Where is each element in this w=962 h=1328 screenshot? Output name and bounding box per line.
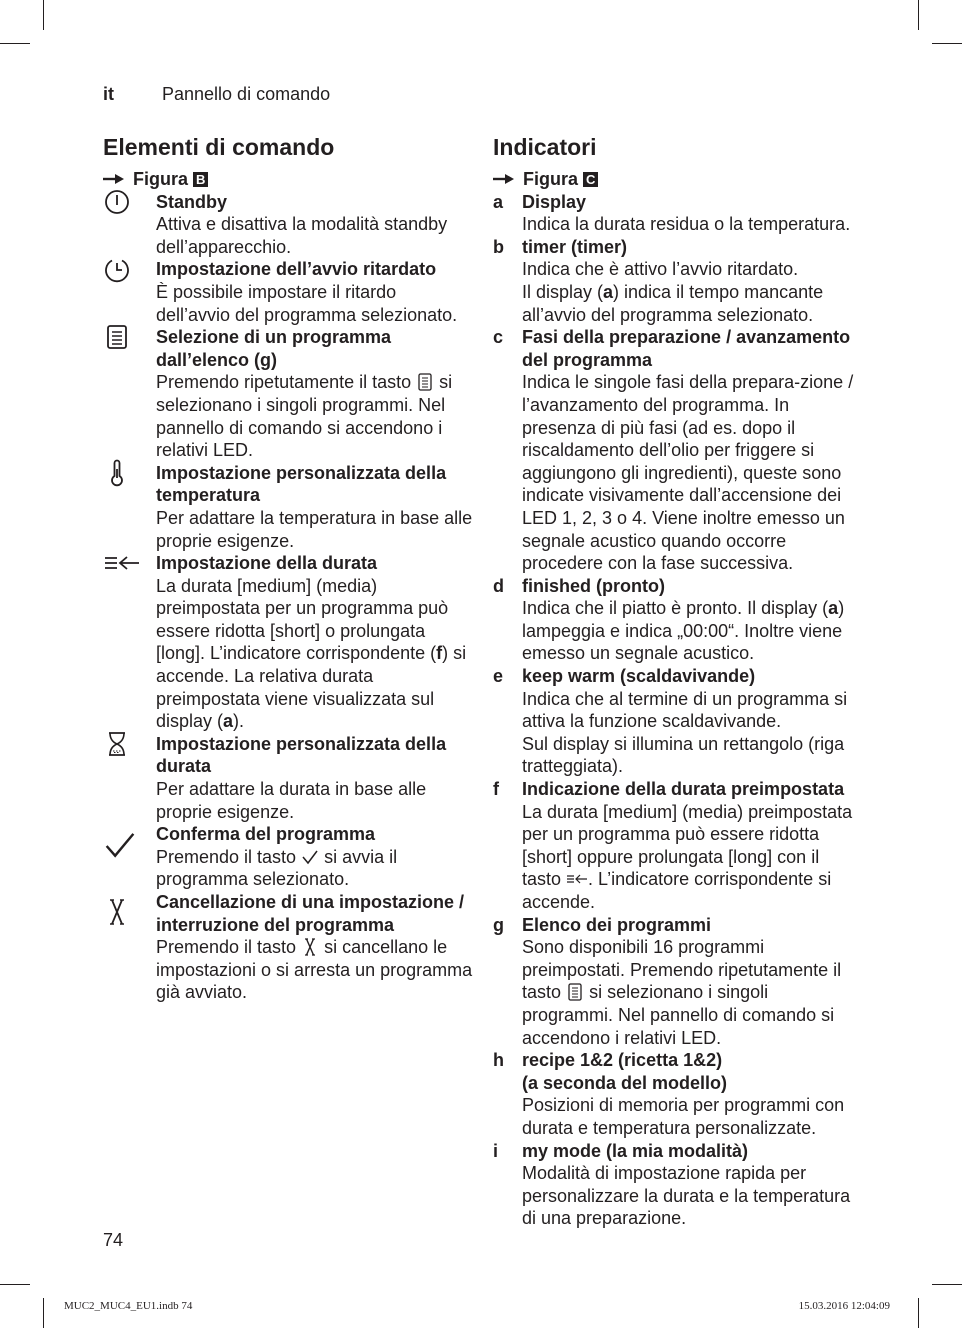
- item-description: Sul display si illumina un rettangolo (riga tratteggiata).: [522, 733, 845, 777]
- item-title: recipe 1&2 (ricetta 1&2): [522, 1050, 723, 1071]
- item-title: Indicazione della durata preimpostata: [522, 779, 845, 800]
- cancel-icon: [301, 938, 319, 956]
- item-description: Premendo il tasto si cancellano le impostazioni o si arresta un programma già avviato.: [156, 937, 473, 1003]
- page-number: 74: [103, 1230, 124, 1250]
- control-item-temperature: [103, 462, 473, 552]
- hourglass-icon: [103, 730, 131, 758]
- item-letter: e: [493, 666, 504, 687]
- indicator-item-d: [493, 575, 863, 665]
- item-letter: i: [493, 1140, 499, 1161]
- crop-mark: [43, 0, 44, 30]
- crop-mark: [918, 0, 919, 30]
- indicator-item-f: [493, 778, 863, 914]
- crop-mark: [0, 43, 30, 44]
- duration-icon: [566, 870, 588, 888]
- crop-mark: [918, 1298, 919, 1328]
- item-title: Impostazione personalizzata della temperatura: [156, 462, 447, 506]
- indicator-item-e: [493, 665, 863, 778]
- item-title: Cancellazione di una impostazione / interruzione del programma: [156, 892, 465, 935]
- header-title: Pannello di comando: [162, 84, 331, 104]
- item-description: Posizioni di memoria per programmi con durata e temperatura personalizzate.: [522, 1095, 845, 1138]
- figure-reference: [103, 168, 473, 191]
- crop-mark: [43, 1298, 44, 1328]
- item-description: La durata [medium] (media) preimpostata per un programma può essere ridotta [short] oppure prolungata [long] con il tasto . L’indicatore corrispondente si accende.: [522, 801, 853, 912]
- header-language: it: [103, 84, 114, 104]
- crop-mark: [932, 43, 962, 44]
- item-letter: f: [493, 779, 499, 800]
- item-title: Display: [522, 191, 587, 212]
- item-letter: c: [493, 327, 504, 348]
- item-title: Standby: [156, 191, 228, 212]
- item-description: Indica che è attivo l’avvio ritardato.: [522, 259, 799, 280]
- item-title: Impostazione dell’avvio ritardato: [156, 259, 437, 280]
- item-description: Indica che al termine di un programma si attiva la funzione scaldavivande.: [522, 688, 848, 732]
- item-description: Premendo ripetutamente il tasto si selezionano i singoli programmi. Nel pannello di comando si accendono i relativi LED.: [156, 372, 453, 461]
- item-letter: a: [493, 191, 504, 212]
- control-item-standby: [103, 191, 473, 259]
- item-title: Impostazione personalizzata della durata: [156, 733, 447, 777]
- figure-label: Figura: [523, 169, 579, 189]
- item-letter: b: [493, 236, 504, 257]
- item-description: Modalità di impostazione rapida per personalizzare la durata e la temperatura di una preparazione.: [522, 1163, 851, 1229]
- item-title-note: (a seconda del modello): [522, 1072, 728, 1093]
- control-item-program-select: [103, 326, 473, 462]
- item-description: La durata [medium] (media) preimpostata per un programma può essere ridotta [short] o prolungata [long]. L’indicatore corrispondente (f) si accende. La relativa durata preimpostata viene visualizzata sul display (a).: [156, 575, 467, 732]
- program-list-icon: [566, 983, 584, 1001]
- item-title: Fasi della preparazione / avanzamento del programma: [522, 327, 851, 370]
- item-title: my mode (la mia modalità): [522, 1140, 749, 1161]
- indicator-item-i: [493, 1140, 863, 1230]
- control-item-custom-duration: [103, 733, 473, 823]
- figure-badge: B: [193, 172, 208, 187]
- indicator-item-h: [493, 1049, 863, 1139]
- item-title: finished (pronto): [522, 575, 665, 596]
- left-column: [103, 133, 473, 1004]
- item-description: Il display (a) indica il tempo mancante all’avvio del programma selezionato.: [522, 281, 824, 325]
- indicator-item-g: [493, 914, 863, 1050]
- item-description: Sono disponibili 16 programmi preimpostati. Premendo ripetutamente il tasto si selezionano i singoli programmi. Nel pannello di comando si accendono i relativi LED.: [522, 937, 842, 1048]
- item-description: È possibile impostare il ritardo dell’avvio del programma selezionato.: [156, 281, 458, 325]
- item-letter: d: [493, 575, 504, 596]
- control-item-delay-start: [103, 258, 473, 326]
- crop-mark: [932, 1284, 962, 1285]
- program-list-icon: [103, 323, 131, 351]
- checkmark-icon: [301, 848, 319, 866]
- item-description: Indica le singole fasi della prepara-zione / l’avanzamento del programma. In presenza di più fasi (ad es. dopo il riscaldamento dell’olio per friggere si aggiungono gli ingredienti), queste sono indicate visivamente dall’accensione dei LED 1, 2, 3 o 4. Viene inoltre emesso un segnale acustico quando occorre procedere con la fase successiva.: [522, 372, 854, 574]
- figure-label: Figura: [133, 169, 189, 189]
- crop-mark: [0, 1284, 30, 1285]
- section-heading-controls: Elementi di comando: [103, 134, 335, 160]
- section-heading-indicators: Indicatori: [493, 134, 597, 160]
- standby-icon: [103, 188, 131, 216]
- item-description: Indica la durata residua o la temperatura.: [522, 214, 851, 235]
- arrow-right-icon: [493, 173, 515, 185]
- right-column: [493, 133, 863, 1230]
- item-description: Indica che il piatto è pronto. Il display (a) lampeggia e indica „00:00“. Inoltre viene emesso un segnale acustico.: [522, 598, 845, 664]
- item-title: Conferma del programma: [156, 824, 376, 845]
- item-description: Per adattare la temperatura in base alle proprie esigenze.: [156, 507, 473, 551]
- control-item-cancel: [103, 891, 473, 1004]
- control-item-duration: [103, 552, 473, 733]
- cancel-icon: [103, 898, 131, 926]
- indicator-item-c: [493, 326, 863, 575]
- delay-timer-icon: [103, 256, 131, 284]
- figure-reference: [493, 168, 863, 191]
- indicator-item-a: [493, 191, 863, 236]
- item-title: timer (timer): [522, 236, 628, 257]
- item-title: Selezione di un programma dall’elenco (g): [156, 327, 392, 370]
- arrow-right-icon: [103, 173, 125, 185]
- checkmark-icon: [103, 829, 137, 863]
- item-description: Attiva e disattiva la modalità standby dell’apparecchio.: [156, 214, 448, 257]
- item-letter: g: [493, 914, 504, 935]
- print-slug-file: MUC2_MUC4_EU1.indb 74: [64, 1300, 193, 1312]
- indicator-item-b: [493, 236, 863, 326]
- item-title: Elenco dei programmi: [522, 914, 712, 935]
- figure-badge: C: [583, 172, 598, 187]
- item-title: Impostazione della durata: [156, 553, 378, 574]
- print-slug-date: 15.03.2016 12:04:09: [798, 1300, 890, 1312]
- item-description: Per adattare la durata in base alle proprie esigenze.: [156, 779, 427, 822]
- thermometer-icon: [103, 459, 131, 487]
- program-list-icon: [416, 373, 434, 391]
- control-item-confirm: [103, 823, 473, 891]
- item-title: keep warm (scaldavivande): [522, 666, 756, 687]
- item-letter: h: [493, 1050, 504, 1071]
- duration-icon: [103, 549, 143, 577]
- item-description: Premendo il tasto si avvia il programma selezionato.: [156, 846, 398, 890]
